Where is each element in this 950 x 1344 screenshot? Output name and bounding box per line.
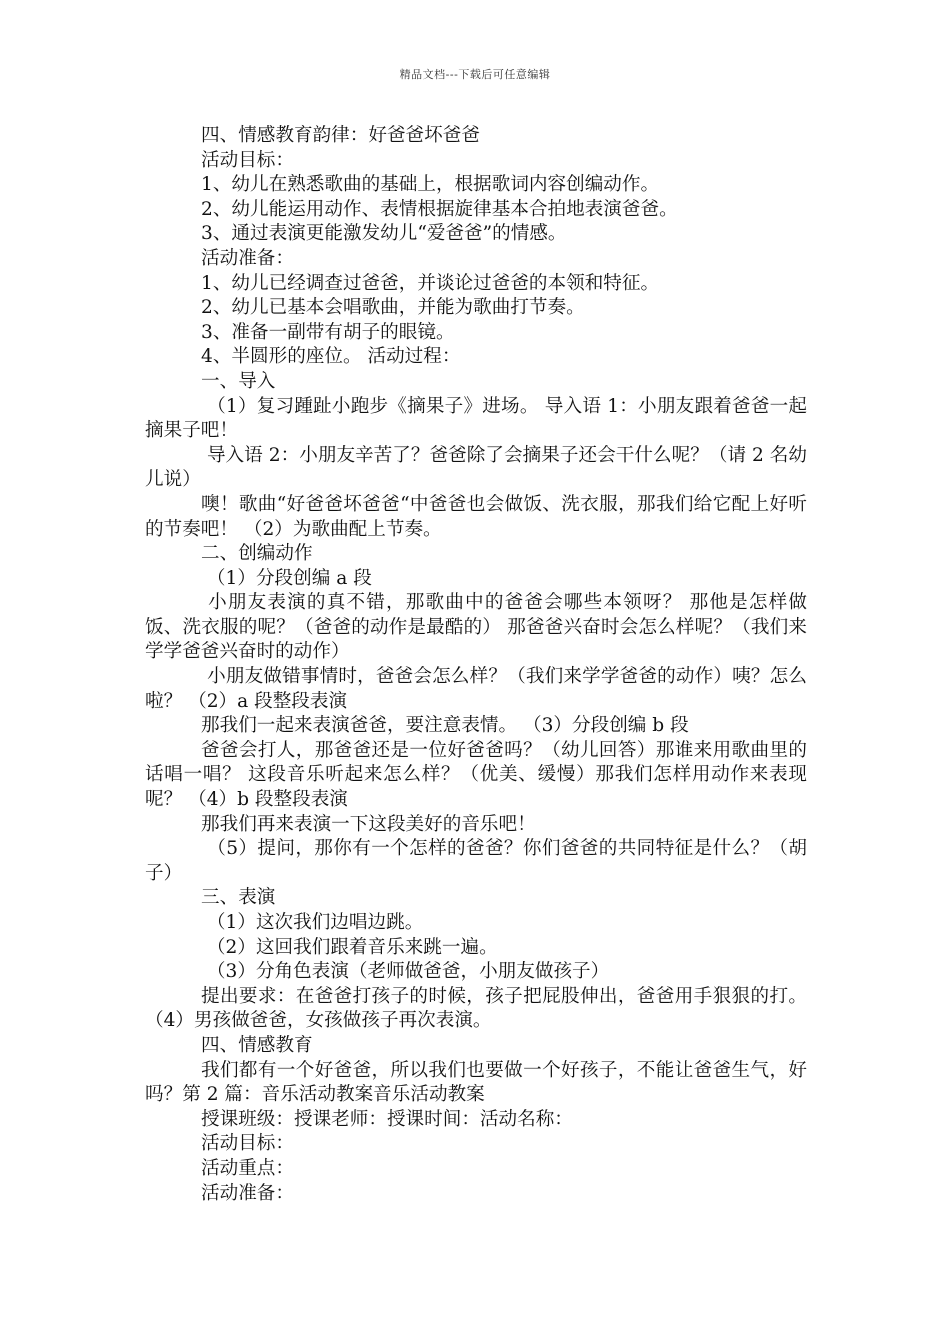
body-paragraph: （5）提问，那你有一个怎样的爸爸？你们爸爸的共同特征是什么？（胡子）: [145, 838, 807, 884]
form-line: 活动重点：: [201, 1157, 294, 1179]
body-paragraph: 我们都有一个好爸爸，所以我们也要做一个好孩子，不能让爸爸生气，好吗？第 2 篇：音乐活动教案音乐活动教案: [145, 1059, 807, 1106]
preparation-item: 1、幼儿已经调查过爸爸，并谈论过爸爸的本领和特征。: [201, 272, 660, 294]
body-paragraph: （1）分段创编 a 段: [201, 567, 372, 589]
body-paragraph: 噢！歌曲“好爸爸坏爸爸“中爸爸也会做饭、洗衣服，那我们给它配上好听的节奏吧！ （2）为歌曲配上节奏。: [145, 493, 807, 540]
body-paragraph: 爸爸会打人，那爸爸还是一位好爸爸吗？（幼儿回答）那谁来用歌曲里的话唱一唱？ 这段音乐听起来怎么样？（优美、缓慢）那我们怎样用动作来表现呢？ （4）b 段整段表演: [145, 739, 807, 811]
form-line: 活动目标：: [201, 1133, 294, 1155]
form-line: 授课班级：授课老师：授课时间：活动名称：: [201, 1108, 573, 1130]
form-line: 活动准备：: [201, 1182, 294, 1204]
body-paragraph: 那我们一起来表演爸爸，要注意表情。 （3）分段创编 b 段: [201, 715, 689, 737]
body-paragraph: （1）复习踵趾小跑步《摘果子》进场。 导入语 1：小朋友跟着爸爸一起摘果子吧！: [145, 395, 808, 442]
body-paragraph: 导入语 2：小朋友辛苦了？爸爸除了会摘果子还会干什么呢？（请 2 名幼儿说）: [145, 444, 807, 491]
preparation-item: 2、幼儿已基本会唱歌曲，并能为歌曲打节奏。: [201, 297, 585, 319]
goal-item: 2、幼儿能运用动作、表情根据旋律基本合拍地表演爸爸。: [201, 198, 678, 220]
body-paragraph: （2）这回我们跟着音乐来跳一遍。: [201, 936, 498, 958]
section-title: 四、情感教育韵律：好爸爸坏爸爸: [201, 125, 480, 146]
page-header: 精品文档---下载后可任意编辑: [399, 68, 551, 81]
body-paragraph: 小朋友表演的真不错，那歌曲中的爸爸会哪些本领呀？ 那他是怎样做饭、洗衣服的呢？（爸爸的动作是最酷的） 那爸爸兴奋时会怎么样呢？（我们来学学爸爸兴奋时的动作）: [145, 592, 807, 663]
body-paragraph: 那我们再来表演一下这段美好的音乐吧！: [201, 813, 536, 835]
heading-goals: 活动目标：: [201, 149, 294, 171]
goal-item: 3、通过表演更能激发幼儿“爱爸爸”的情感。: [201, 223, 567, 245]
body-paragraph: 提出要求：在爸爸打孩子的时候，孩子把屁股伸出，爸爸用手狠狠的打。 （4）男孩做爸爸，女孩做孩子再次表演。: [145, 985, 813, 1032]
heading-intro: 一、导入: [201, 370, 276, 392]
document-body: [145, 124, 813, 1206]
goal-item: 1、幼儿在熟悉歌曲的基础上，根据歌词内容创编动作。: [201, 174, 660, 196]
body-paragraph: （1）这次我们边唱边跳。: [201, 912, 424, 933]
heading-create-actions: 二、创编动作: [201, 543, 313, 565]
body-paragraph: （3）分角色表演（老师做爸爸，小朋友做孩子）: [201, 961, 610, 983]
preparation-item: 4、半圆形的座位。 活动过程：: [201, 346, 461, 368]
body-paragraph: 小朋友做错事情时，爸爸会怎么样？（我们来学学爸爸的动作）咦？怎么啦？ （2）a 段整段表演: [145, 666, 807, 712]
heading-preparation: 活动准备：: [201, 247, 294, 269]
preparation-item: 3、准备一副带有胡子的眼镜。: [201, 321, 455, 343]
heading-emotion-education: 四、情感教育: [201, 1034, 313, 1056]
heading-performance: 三、表演: [201, 887, 276, 909]
